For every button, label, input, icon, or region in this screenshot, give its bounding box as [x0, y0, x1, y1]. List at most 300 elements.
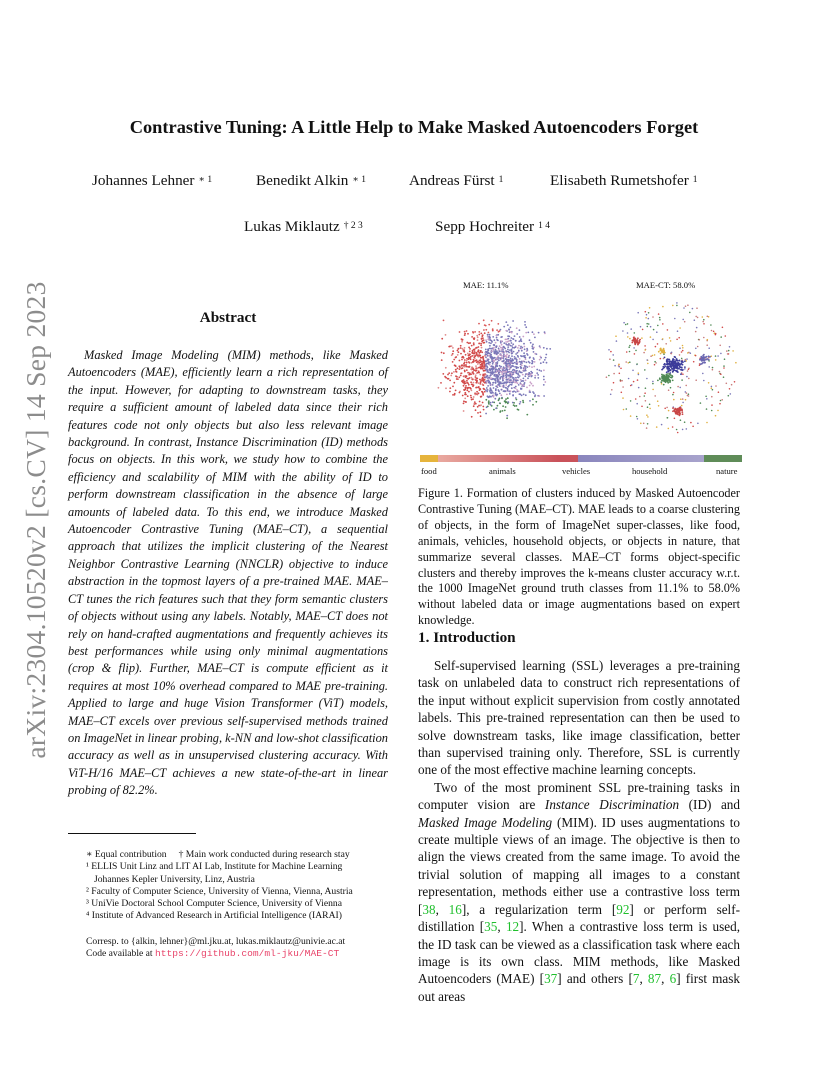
scatter-point — [711, 386, 713, 388]
scatter-point — [453, 382, 455, 384]
scatter-point — [626, 408, 628, 410]
scatter-point — [514, 335, 516, 337]
scatter-point — [460, 345, 462, 347]
legend-food: food — [421, 466, 437, 476]
scatter-point — [483, 329, 485, 331]
scatter-point — [505, 398, 507, 400]
scatter-point — [662, 323, 664, 325]
scatter-point — [491, 365, 493, 367]
scatter-point — [514, 366, 516, 368]
scatter-point — [684, 360, 686, 362]
footnotes — [86, 849, 353, 960]
scatter-point — [484, 355, 486, 357]
scatter-point — [708, 382, 710, 384]
scatter-point — [606, 376, 608, 378]
scatter-point — [682, 350, 684, 352]
scatter-point — [447, 374, 449, 376]
scatter-point — [512, 347, 514, 349]
scatter-point — [525, 332, 527, 334]
scatter-point — [473, 405, 475, 407]
scatter-point — [678, 368, 680, 370]
scatter-point — [669, 361, 671, 363]
scatter-point — [734, 381, 736, 383]
scatter-plot-mae-ct — [596, 293, 746, 443]
scatter-point — [666, 407, 668, 409]
scatter-point — [505, 371, 507, 373]
scatter-point — [467, 353, 469, 355]
scatter-point — [483, 388, 485, 390]
scatter-point — [477, 363, 479, 365]
scatter-point — [473, 342, 475, 344]
scatter-point — [680, 410, 682, 412]
scatter-point — [466, 366, 468, 368]
scatter-point — [486, 387, 488, 389]
scatter-point — [646, 427, 648, 429]
author-lehner — [92, 172, 212, 190]
scatter-point — [685, 305, 687, 307]
scatter-point — [448, 372, 450, 374]
scatter-point — [497, 334, 499, 336]
scatter-point — [479, 388, 481, 390]
scatter-point — [500, 366, 502, 368]
scatter-point — [485, 351, 487, 353]
scatter-point — [692, 308, 694, 310]
scatter-point — [475, 376, 477, 378]
citation-link[interactable]: 7 — [632, 971, 640, 987]
scatter-point — [499, 354, 501, 356]
scatter-point — [512, 365, 514, 367]
scatter-point — [505, 387, 507, 389]
scatter-point — [662, 306, 664, 308]
scatter-point — [523, 343, 525, 345]
scatter-point — [679, 387, 681, 389]
scatter-point — [530, 342, 532, 344]
scatter-point — [459, 392, 461, 394]
scatter-point — [524, 321, 526, 323]
scatter-point — [642, 329, 644, 331]
scatter-point — [452, 386, 454, 388]
author-rumetshofer — [550, 172, 698, 190]
scatter-point — [500, 329, 502, 331]
scatter-point — [703, 337, 705, 339]
scatter-point — [468, 347, 470, 349]
scatter-point — [479, 374, 481, 376]
affiliation-4: ⁴ Institute of Advanced Research in Artificial Intelligence (IARAI) — [86, 910, 342, 922]
scatter-point — [682, 373, 684, 375]
scatter-point — [667, 360, 669, 362]
scatter-point — [478, 334, 480, 336]
scatter-point — [719, 403, 721, 405]
scatter-point — [483, 374, 485, 376]
figure-caption: Figure 1. Formation of clusters induced by Masked Autoencoder Contrastive Tuning (MAE–CT). MAE leads to a coarse clustering of objects, in the form of ImageNet super-classes, like food, animals, vehicles, household objects, or objects in nature, that summarize several classes. MAE–CT forms object-specific clusters and thereby improves the k-means cluster accuracy w.r.t. the 1000 ImageNet ground truth classes from 11.1% to 58.0% without labeled data or image augmentations based on expert knowledge. — [418, 486, 740, 628]
scatter-point — [715, 334, 717, 336]
scatter-point — [468, 355, 470, 357]
scatter-point — [686, 428, 688, 430]
scatter-point — [464, 392, 466, 394]
scatter-point — [619, 366, 621, 368]
scatter-point — [720, 336, 722, 338]
scatter-point — [608, 349, 610, 351]
scatter-point — [482, 368, 484, 370]
scatter-point — [633, 381, 635, 383]
scatter-point — [501, 340, 503, 342]
scatter-point — [543, 395, 545, 397]
scatter-point — [533, 366, 535, 368]
scatter-point — [484, 377, 486, 379]
scatter-point — [545, 354, 547, 356]
scatter-point — [441, 352, 443, 354]
scatter-point — [526, 414, 528, 416]
scatter-point — [441, 359, 443, 361]
scatter-point — [454, 365, 456, 367]
scatter-point — [615, 335, 617, 337]
scatter-point — [681, 367, 683, 369]
scatter-point — [488, 324, 490, 326]
scatter-point — [677, 432, 679, 434]
scatter-point — [485, 413, 487, 415]
scatter-point — [520, 379, 522, 381]
scatter-point — [669, 381, 671, 383]
scatter-point — [677, 330, 679, 332]
scatter-point — [449, 387, 451, 389]
scatter-point — [658, 351, 660, 353]
scatter-point — [646, 314, 648, 316]
scatter-point — [510, 366, 512, 368]
scatter-point — [703, 380, 705, 382]
scatter-point — [529, 366, 531, 368]
scatter-point — [543, 347, 545, 349]
scatter-point — [509, 372, 511, 374]
scatter-point — [485, 349, 487, 351]
scatter-point — [667, 329, 669, 331]
author-fuerst — [409, 172, 503, 190]
scatter-point — [673, 369, 675, 371]
scatter-point — [703, 323, 705, 325]
scatter-point — [672, 305, 674, 307]
scatter-point — [507, 361, 509, 363]
scatter-point — [667, 358, 669, 360]
scatter-point — [513, 379, 515, 381]
scatter-point — [628, 378, 630, 380]
scatter-point — [475, 409, 477, 411]
scatter-point — [474, 352, 476, 354]
scatter-point — [525, 379, 527, 381]
scatter-point — [613, 359, 615, 361]
scatter-point — [728, 350, 730, 352]
scatter-point — [501, 398, 503, 400]
scatter-point — [647, 326, 649, 328]
scatter-point — [486, 368, 488, 370]
scatter-point — [654, 354, 656, 356]
scatter-point — [660, 358, 662, 360]
scatter-point — [476, 393, 478, 395]
scatter-point — [464, 359, 466, 361]
scatter-point — [468, 384, 470, 386]
scatter-point — [467, 388, 469, 390]
scatter-point — [489, 383, 491, 385]
scatter-point — [516, 405, 518, 407]
scatter-point — [509, 382, 511, 384]
scatter-point — [507, 346, 509, 348]
scatter-point — [475, 382, 477, 384]
scatter-point — [479, 401, 481, 403]
author-name: Benedikt Alkin — [256, 172, 349, 189]
scatter-point — [647, 363, 649, 365]
scatter-point — [665, 343, 667, 345]
scatter-point — [459, 331, 461, 333]
scatter-point — [684, 366, 686, 368]
scatter-point — [477, 361, 479, 363]
scatter-point — [475, 403, 477, 405]
scatter-point — [723, 367, 725, 369]
scatter-point — [609, 358, 611, 360]
scatter-point — [667, 417, 669, 419]
scatter-point — [664, 357, 666, 359]
scatter-point — [460, 375, 462, 377]
scatter-point — [492, 384, 494, 386]
scatter-point — [638, 372, 640, 374]
scatter-point — [533, 357, 535, 359]
scatter-point — [506, 344, 508, 346]
scatter-point — [493, 387, 495, 389]
scatter-point — [718, 391, 720, 393]
scatter-point — [499, 385, 501, 387]
scatter-point — [712, 367, 714, 369]
scatter-point — [504, 354, 506, 356]
scatter-point — [478, 346, 480, 348]
scatter-point — [516, 327, 518, 329]
scatter-point — [484, 391, 486, 393]
scatter-point — [484, 332, 486, 334]
scatter-point — [618, 364, 620, 366]
scatter-point — [537, 377, 539, 379]
scatter-point — [463, 410, 465, 412]
scatter-point — [507, 338, 509, 340]
scatter-point — [502, 360, 504, 362]
scatter-point — [685, 391, 687, 393]
scatter-point — [680, 419, 682, 421]
scatter-point — [511, 353, 513, 355]
scatter-point — [663, 350, 665, 352]
scatter-point — [519, 403, 521, 405]
scatter-point — [492, 363, 494, 365]
scatter-point — [496, 363, 498, 365]
scatter-point — [493, 395, 495, 397]
scatter-point — [461, 365, 463, 367]
scatter-point — [663, 348, 665, 350]
scatter-point — [481, 351, 483, 353]
scatter-point — [449, 380, 451, 382]
scatter-point — [681, 358, 683, 360]
scatter-point — [504, 370, 506, 372]
scatter-point — [735, 362, 737, 364]
scatter-point — [524, 382, 526, 384]
author-alkin — [256, 172, 366, 190]
scatter-point — [476, 391, 478, 393]
scatter-point — [684, 421, 686, 423]
scatter-point — [507, 403, 509, 405]
scatter-point — [529, 381, 531, 383]
scatter-point — [488, 380, 490, 382]
scatter-point — [639, 339, 641, 341]
scatter-point — [729, 346, 731, 348]
scatter-point — [503, 342, 505, 344]
scatter-point — [507, 390, 509, 392]
scatter-point — [445, 334, 447, 336]
scatter-point — [627, 336, 629, 338]
scatter-point — [649, 404, 651, 406]
scatter-point — [525, 394, 527, 396]
scatter-point — [499, 357, 501, 359]
scatter-point — [532, 385, 534, 387]
scatter-point — [480, 364, 482, 366]
scatter-point — [695, 331, 697, 333]
author-marks: 1 4 — [538, 221, 550, 231]
author-name: Sepp Hochreiter — [435, 218, 535, 235]
scatter-point — [514, 382, 516, 384]
scatter-point — [715, 359, 717, 361]
scatter-point — [622, 386, 624, 388]
scatter-point — [686, 392, 688, 394]
scatter-point — [478, 353, 480, 355]
citation-link[interactable]: 12 — [505, 919, 520, 935]
scatter-point — [516, 363, 518, 365]
scatter-point — [515, 387, 517, 389]
citation-link[interactable]: 16 — [448, 901, 462, 917]
scatter-point — [438, 387, 440, 389]
scatter-point — [506, 353, 508, 355]
scatter-point — [543, 379, 545, 381]
citation-link[interactable]: 6 — [669, 971, 677, 987]
scatter-point — [511, 355, 513, 357]
scatter-point — [679, 363, 681, 365]
scatter-point — [484, 382, 486, 384]
scatter-point — [473, 403, 475, 405]
scatter-point — [476, 367, 478, 369]
scatter-point — [515, 386, 517, 388]
scatter-point — [508, 352, 510, 354]
scatter-point — [641, 337, 643, 339]
scatter-point — [519, 371, 521, 373]
scatter-point — [667, 373, 669, 375]
scatter-point — [522, 400, 524, 402]
scatter-point — [488, 332, 490, 334]
scatter-point — [471, 384, 473, 386]
scatter-point — [534, 337, 536, 339]
scatter-point — [521, 348, 523, 350]
scatter-point — [502, 405, 504, 407]
scatter-point — [479, 355, 481, 357]
scatter-point — [540, 370, 542, 372]
scatter-point — [700, 402, 702, 404]
scatter-point — [488, 342, 490, 344]
scatter-point — [524, 375, 526, 377]
citation-link[interactable]: 37 — [544, 971, 558, 987]
scatter-point — [485, 399, 487, 401]
scatter-point — [693, 361, 695, 363]
citation-link[interactable]: 38 — [422, 901, 436, 917]
scatter-point — [469, 348, 471, 350]
scatter-point — [690, 352, 692, 354]
scatter-point — [503, 383, 505, 385]
scatter-point — [441, 338, 443, 340]
code-link[interactable]: https://github.com/ml-jku/MAE-CT — [155, 948, 340, 960]
scatter-point — [490, 339, 492, 341]
scatter-point — [457, 378, 459, 380]
scatter-point — [659, 317, 661, 319]
scatter-point — [629, 345, 631, 347]
citation-link[interactable]: 87 — [647, 971, 662, 987]
scatter-point — [524, 346, 526, 348]
scatter-point — [467, 333, 469, 335]
color-swatch-food — [420, 455, 438, 462]
affiliation-3: ³ UniVie Doctoral School Computer Science, University of Vienna — [86, 898, 342, 910]
scatter-point — [452, 347, 454, 349]
scatter-point — [510, 345, 512, 347]
scatter-point — [638, 343, 640, 345]
scatter-point — [527, 332, 529, 334]
scatter-point — [507, 349, 509, 351]
scatter-point — [487, 389, 489, 391]
scatter-point — [475, 370, 477, 372]
scatter-point — [515, 340, 517, 342]
scatter-point — [477, 336, 479, 338]
scatter-point — [676, 305, 678, 307]
scatter-point — [622, 397, 624, 399]
scatter-point — [500, 347, 502, 349]
scatter-point — [504, 400, 506, 402]
scatter-point — [491, 320, 493, 322]
scatter-point — [505, 406, 507, 408]
scatter-point — [708, 366, 710, 368]
color-swatch-vehicles — [558, 455, 578, 462]
scatter-point — [452, 350, 454, 352]
scatter-point — [518, 384, 520, 386]
scatter-point — [546, 362, 548, 364]
scatter-point — [707, 339, 709, 341]
scatter-point — [661, 350, 663, 352]
scatter-point — [526, 373, 528, 375]
scatter-point — [502, 369, 504, 371]
scatter-point — [463, 389, 465, 391]
scatter-point — [455, 371, 457, 373]
scatter-point — [538, 332, 540, 334]
citation-link[interactable]: 92 — [616, 901, 630, 917]
scatter-point — [492, 328, 494, 330]
scatter-point — [466, 390, 468, 392]
scatter-point — [511, 345, 513, 347]
scatter-point — [505, 384, 507, 386]
scatter-point — [688, 393, 690, 395]
scatter-point — [645, 387, 647, 389]
scatter-point — [521, 388, 523, 390]
scatter-point — [652, 381, 654, 383]
scatter-point — [489, 370, 491, 372]
scatter-point — [461, 359, 463, 361]
scatter-point — [478, 392, 480, 394]
scatter-point — [517, 347, 519, 349]
scatter-point — [485, 329, 487, 331]
scatter-point — [520, 383, 522, 385]
scatter-point — [465, 394, 467, 396]
scatter-point — [505, 330, 507, 332]
scatter-point — [458, 351, 460, 353]
scatter-point — [464, 362, 466, 364]
citation-link[interactable]: 35 — [484, 919, 498, 935]
scatter-point — [676, 358, 678, 360]
legend-nature: nature — [716, 466, 738, 476]
scatter-point — [488, 403, 490, 405]
